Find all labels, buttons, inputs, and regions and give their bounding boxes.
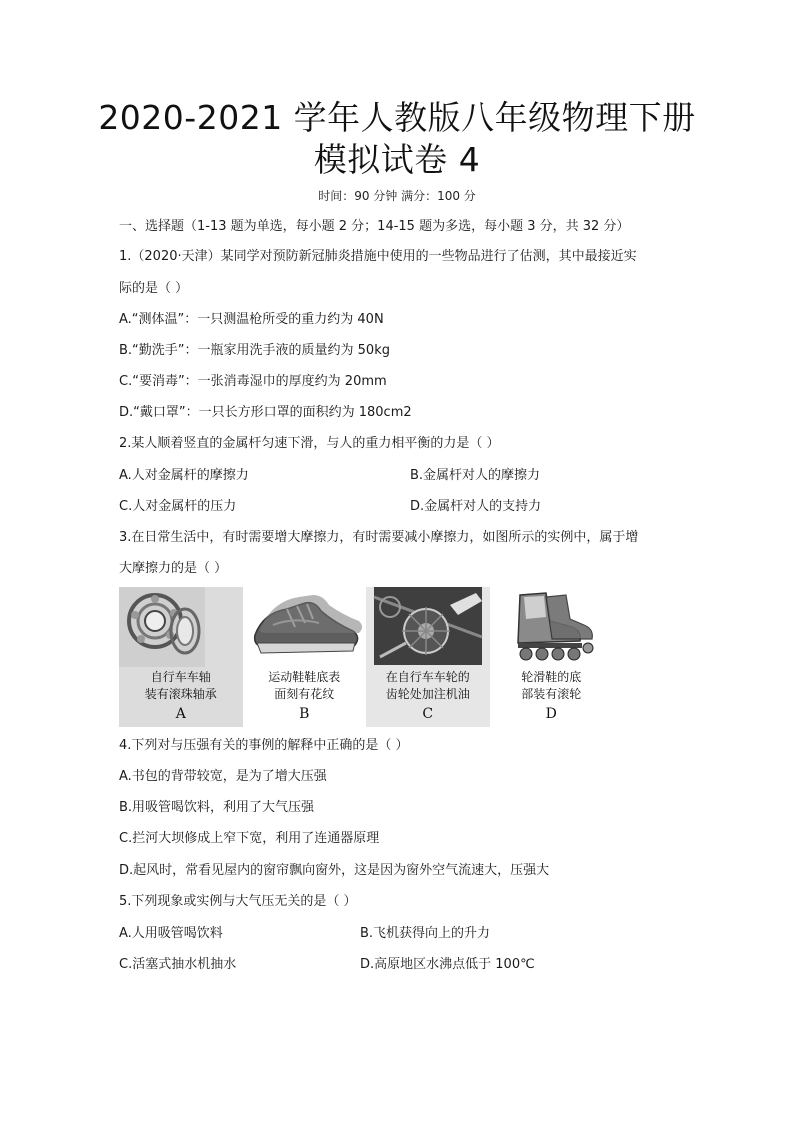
q4-option-b: B.用吸管喝饮料，利用了大气压强 <box>119 800 315 815</box>
q4-option-d: D.起风时，常看见屋内的窗帘飘向窗外，这是因为窗外空气流速大，压强大 <box>119 863 550 878</box>
q4-stem: 4.下列对与压强有关的事例的解释中正确的是（ ） <box>119 738 409 753</box>
page-title-line1: 2020-2021 学年人教版八年级物理下册 <box>98 98 696 137</box>
q2-option-b: B.金属杆对人的摩擦力 <box>410 468 541 483</box>
figure-letter-b: B <box>299 706 310 722</box>
q1-stem-line1: 1.（2020·天津）某同学对预防新冠肺炎措施中使用的一些物品进行了估测，其中最接近实 <box>119 249 637 264</box>
q1-option-a: A.“测体温”：一只测温枪所受的重力约为 40N <box>119 312 384 327</box>
figure-letter-d: D <box>545 706 557 722</box>
q4-option-c: C.拦河大坝修成上窄下宽，利用了连通器原理 <box>119 831 380 846</box>
q5-option-b: B.飞机获得向上的升力 <box>360 926 491 941</box>
section-heading: 一、选择题（1-13 题为单选，每小题 2 分；14-15 题为多选，每小题 3 分，共 32 分） <box>119 219 630 234</box>
figure-panel-a <box>119 587 243 727</box>
q5-option-a: A.人用吸管喝饮料 <box>119 926 223 941</box>
figure-letter-c: C <box>422 706 434 722</box>
q5-option-d: D.高原地区水沸点低于 100℃ <box>360 957 535 972</box>
q2-option-c: C.人对金属杆的压力 <box>119 499 237 514</box>
q1-stem-line2: 际的是（ ） <box>119 281 189 296</box>
q2-stem: 2.某人顺着竖直的金属杆匀速下滑，与人的重力相平衡的力是（ ） <box>119 436 500 451</box>
q3-stem-line2: 大摩擦力的是（ ） <box>119 561 228 576</box>
q3-figure <box>119 587 613 727</box>
q1-option-d: D.“戴口罩”：一只长方形口罩的面积约为 180cm2 <box>119 405 412 420</box>
figure-letter-a: A <box>175 706 186 722</box>
figure-caption-a-line1: 自行车车轴 <box>150 670 211 684</box>
figure-caption-b-line1: 运动鞋鞋底表 <box>268 670 341 684</box>
q4-option-a: A.书包的背带较宽，是为了增大压强 <box>119 769 327 784</box>
figure-panel-c <box>366 587 490 727</box>
q2-option-a: A.人对金属杆的摩擦力 <box>119 468 249 483</box>
figure-caption-a-line2: 装有滚珠轴承 <box>144 687 217 701</box>
exam-meta: 时间：90 分钟 满分：100 分 <box>318 189 476 203</box>
figure-caption-b-line2: 面刻有花纹 <box>274 687 335 701</box>
figure-caption-c-line2: 齿轮处加注机油 <box>385 687 470 701</box>
figure-caption-d-line1: 轮滑鞋的底 <box>521 670 582 684</box>
q2-option-d: D.金属杆对人的支持力 <box>410 499 542 514</box>
q5-option-c: C.活塞式抽水机抽水 <box>119 957 237 972</box>
figure-panel-d <box>490 587 614 727</box>
figure-caption-c-line1: 在自行车车轮的 <box>385 670 470 684</box>
q3-stem-line1: 3.在日常生活中，有时需要增大摩擦力，有时需要减小摩擦力，如图所示的实例中，属于增 <box>119 530 639 545</box>
q1-option-c: C.“要消毒”：一张消毒湿巾的厚度约为 20mm <box>119 374 387 389</box>
q1-option-b: B.“勤洗手”：一瓶家用洗手液的质量约为 50kg <box>119 343 390 358</box>
page-title-line2: 模拟试卷 4 <box>313 140 481 179</box>
figure-caption-d-line2: 部装有滚轮 <box>521 687 582 701</box>
q5-stem: 5.下列现象或实例与大气压无关的是（ ） <box>119 894 357 909</box>
figure-panel-b <box>243 587 367 727</box>
